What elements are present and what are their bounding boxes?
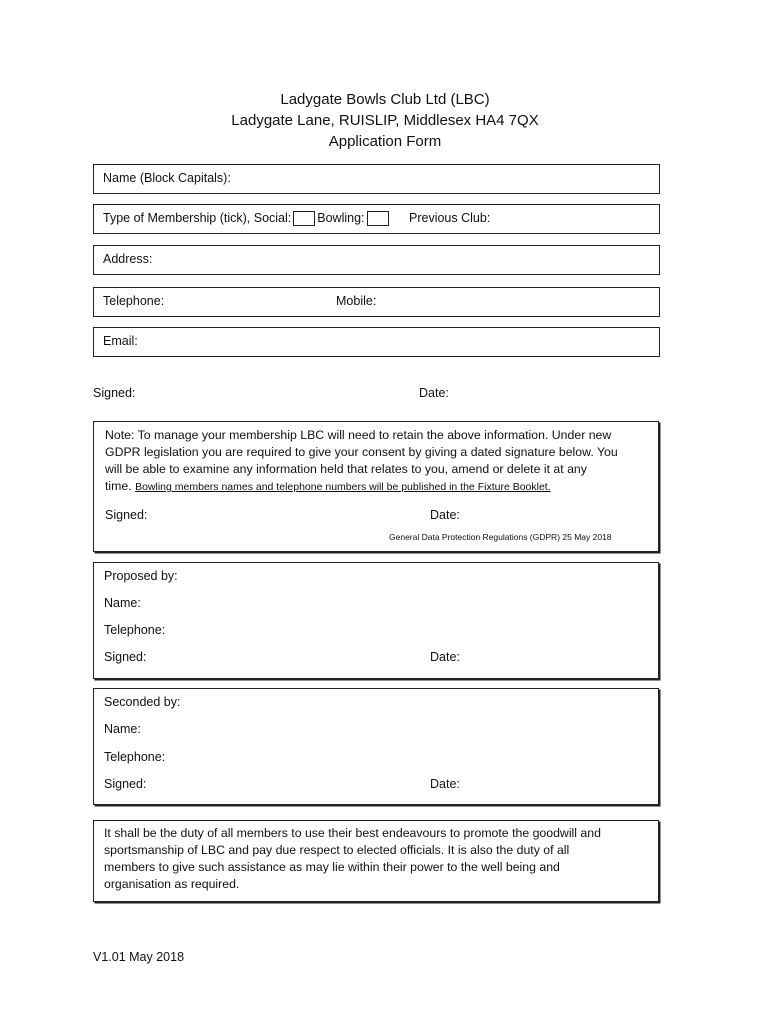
proposer-telephone-label: Telephone: — [104, 623, 166, 637]
membership-type-field — [93, 204, 660, 234]
gdpr-note-line: will be able to examine any information held that relates to you, amend or delete it at any — [105, 462, 587, 476]
version-label: V1.01 May 2018 — [93, 950, 185, 964]
seconder-box — [93, 688, 659, 805]
name-label: Name (Block Capitals): — [103, 171, 231, 185]
telephone-field[interactable] — [93, 287, 660, 317]
telephone-label: Telephone: — [103, 294, 165, 308]
seconder-signed-label: Signed: — [104, 777, 147, 791]
duty-statement-text — [104, 825, 654, 893]
seconder-date-label: Date: — [430, 777, 460, 791]
previous-club-label: Previous Club: — [409, 211, 491, 225]
bowling-checkbox[interactable] — [367, 211, 389, 226]
gdpr-signed-label: Signed: — [105, 508, 148, 522]
social-checkbox[interactable] — [293, 211, 315, 226]
proposer-box — [93, 562, 659, 679]
form-title: Application Form — [328, 133, 442, 150]
club-title: Ladygate Bowls Club Ltd (LBC) — [280, 91, 490, 108]
proposer-name-label: Name: — [104, 596, 141, 610]
email-label: Email: — [103, 334, 138, 348]
club-address: Ladygate Lane, RUISLIP, Middlesex HA4 7QX — [231, 112, 539, 129]
address-label: Address: — [103, 252, 153, 266]
proposer-heading: Proposed by: — [104, 569, 178, 583]
seconder-telephone-label: Telephone: — [104, 750, 166, 764]
gdpr-note-text — [105, 427, 653, 496]
gdpr-footnote: General Data Protection Regulations (GDPR) 25 May 2018 — [389, 532, 612, 542]
gdpr-note-line: Note: To manage your membership LBC will need to retain the above information. Under new — [105, 428, 612, 442]
gdpr-date-label: Date: — [430, 508, 460, 522]
duty-statement-box — [93, 820, 659, 902]
proposer-signed-label: Signed: — [104, 650, 147, 664]
applicant-date-label: Date: — [419, 386, 449, 400]
gdpr-publication-notice: Bowling members names and telephone numbers will be published in the Fixture Booklet. — [135, 481, 551, 493]
gdpr-note-line: GDPR legislation you are required to give your consent by giving a dated signature below. You — [105, 445, 618, 459]
mobile-label: Mobile: — [336, 294, 377, 308]
duty-line: organisation as required. — [104, 877, 240, 891]
bowling-label: Bowling: — [317, 211, 365, 225]
email-field[interactable] — [93, 327, 660, 357]
gdpr-note-box — [93, 421, 659, 552]
applicant-signed-label: Signed: — [93, 386, 136, 400]
gdpr-note-time: time. — [105, 479, 132, 493]
gdpr-note-line — [105, 478, 653, 496]
membership-type-label: Type of Membership (tick), Social: — [103, 211, 292, 225]
duty-line: sportsmanship of LBC and pay due respect to elected officials. It is also the duty of all — [104, 843, 570, 857]
duty-line: It shall be the duty of all members to use their best endeavours to promote the goodwill and — [104, 826, 601, 840]
membership-row — [103, 211, 391, 226]
address-field[interactable] — [93, 245, 660, 275]
proposer-date-label: Date: — [430, 650, 460, 664]
seconder-heading: Seconded by: — [104, 695, 181, 709]
name-field[interactable] — [93, 164, 660, 194]
duty-line: members to give such assistance as may lie within their power to the well being and — [104, 860, 560, 874]
seconder-name-label: Name: — [104, 722, 141, 736]
